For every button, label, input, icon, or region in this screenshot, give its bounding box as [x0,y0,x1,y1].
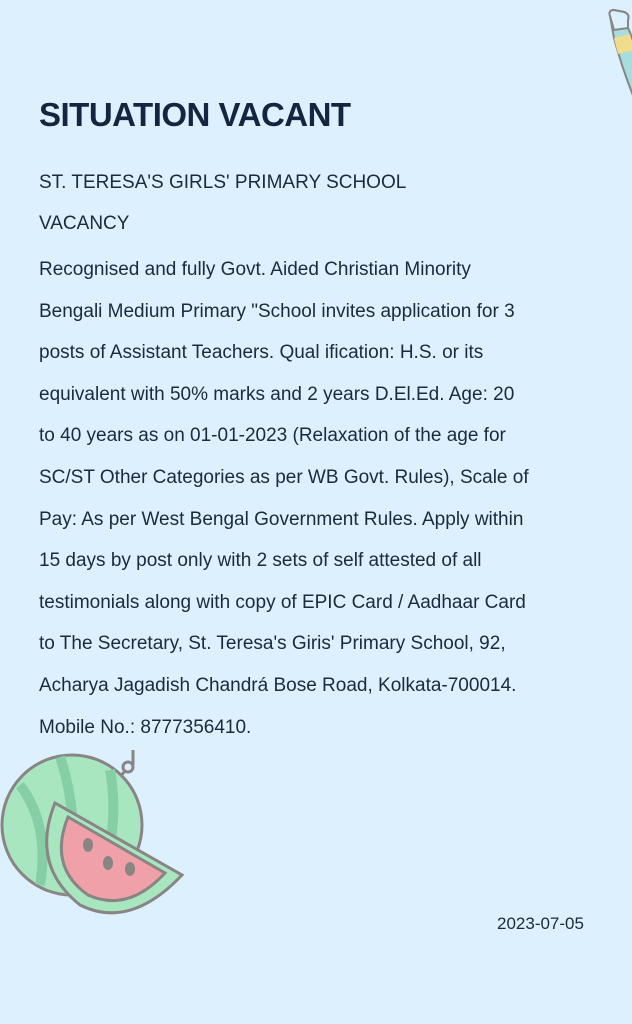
notice-body [39,249,609,748]
body-line: Mobile No.: 8777356410. [39,716,252,738]
page-title: SITUATION VACANT [39,96,351,133]
bottle-icon [604,8,632,103]
body-line: equivalent with 50% marks and 2 years D.El.Ed. Age: 20 [39,383,515,405]
body-line: testimonials along with copy of EPIC Card / Aadhaar Card [39,591,526,613]
body-line: to The Secretary, St. Teresa's Giris' Primary School, 92, [39,633,506,655]
body-line: 15 days by post only with 2 sets of self attested of all [39,550,482,572]
watermelon-icon [0,745,190,925]
notice-subtitle: VACANCY [39,213,130,234]
school-name: ST. TERESA'S GIRLS' PRIMARY SCHOOL [39,172,407,193]
body-line: posts of Assistant Teachers. Qual ification: H.S. or its [39,342,484,364]
body-line: to 40 years as on 01-01-2023 (Relaxation of the age for [39,425,506,447]
body-line: Acharya Jagadish Chandrá Bose Road, Kolkata-700014. [39,674,517,696]
body-line: Pay: As per West Bengal Government Rules. Apply within [39,508,524,530]
body-line: SC/ST Other Categories as per WB Govt. Rules), Scale of [39,466,529,488]
body-line: Recognised and fully Govt. Aided Christian Minority [39,259,471,280]
body-line: Bengali Medium Primary "School invites application for 3 [39,300,515,322]
publish-date: 2023-07-05 [497,914,584,933]
